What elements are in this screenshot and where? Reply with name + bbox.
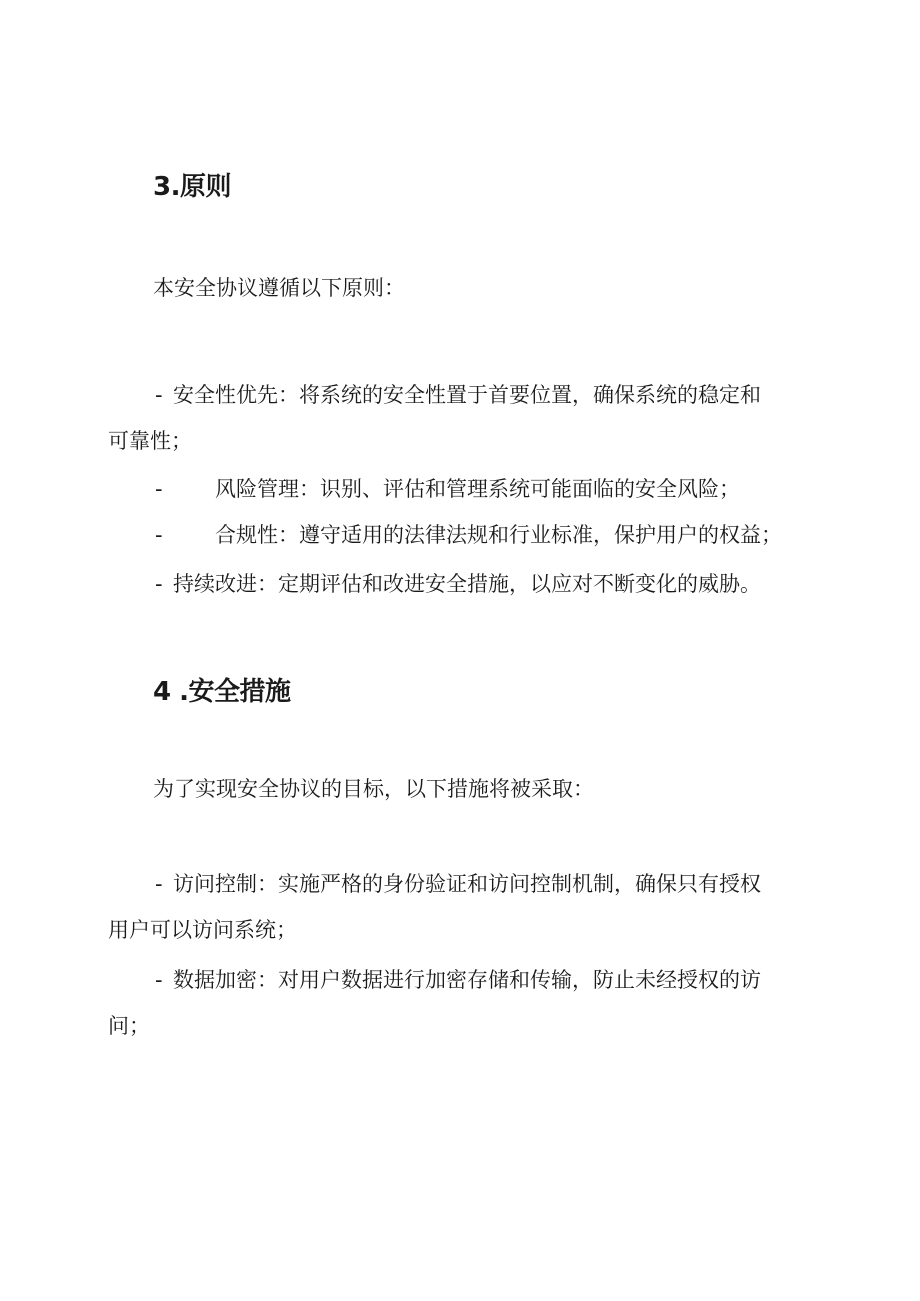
principle-item-line: [108, 522, 823, 548]
principle-item-line: [108, 476, 823, 502]
list-dash: -: [155, 477, 163, 501]
principle-item-security-first: [108, 382, 823, 454]
measure-continuation: 问；: [108, 1014, 150, 1038]
measure-text: 数据加密：对用户数据进行加密存储和传输，防止未经授权的访: [173, 968, 761, 992]
section-4-heading: 4 .安全措施: [153, 677, 291, 707]
measure-continuation: 用户可以访问系统；: [108, 918, 297, 942]
list-dash: -: [155, 572, 163, 596]
list-dash: -: [155, 968, 163, 992]
principle-item-line: [108, 382, 823, 408]
section-3-intro: 本安全协议遵循以下原则：: [153, 276, 405, 300]
list-dash: -: [155, 383, 163, 407]
principle-continuation: 可靠性；: [108, 429, 192, 453]
section-4-intro: 为了实现安全协议的目标，以下措施将被采取：: [153, 777, 594, 801]
measure-item-data-encryption: [108, 967, 823, 1039]
section-3-heading: 3.原则: [153, 172, 231, 202]
principle-text: 持续改进：定期评估和改进安全措施，以应对不断变化的威胁。: [173, 572, 761, 596]
principle-item-compliance: [108, 522, 823, 548]
principle-text: 安全性优先：将系统的安全性置于首要位置，确保系统的稳定和: [173, 383, 761, 407]
measure-item-line: [108, 967, 823, 993]
measure-text: 访问控制：实施严格的身份验证和访问控制机制，确保只有授权: [173, 872, 761, 896]
principle-item-line: [108, 571, 823, 597]
list-dash: -: [155, 523, 163, 547]
principle-text: 风险管理：识别、评估和管理系统可能面临的安全风险；: [215, 477, 740, 501]
measure-item-access-control: [108, 871, 823, 943]
list-dash: -: [155, 872, 163, 896]
principle-item-risk-management: [108, 476, 823, 502]
measure-item-line: [108, 871, 823, 897]
principle-item-continuous-improvement: [108, 571, 823, 597]
principle-text: 合规性：遵守适用的法律法规和行业标准，保护用户的权益；: [215, 523, 782, 547]
